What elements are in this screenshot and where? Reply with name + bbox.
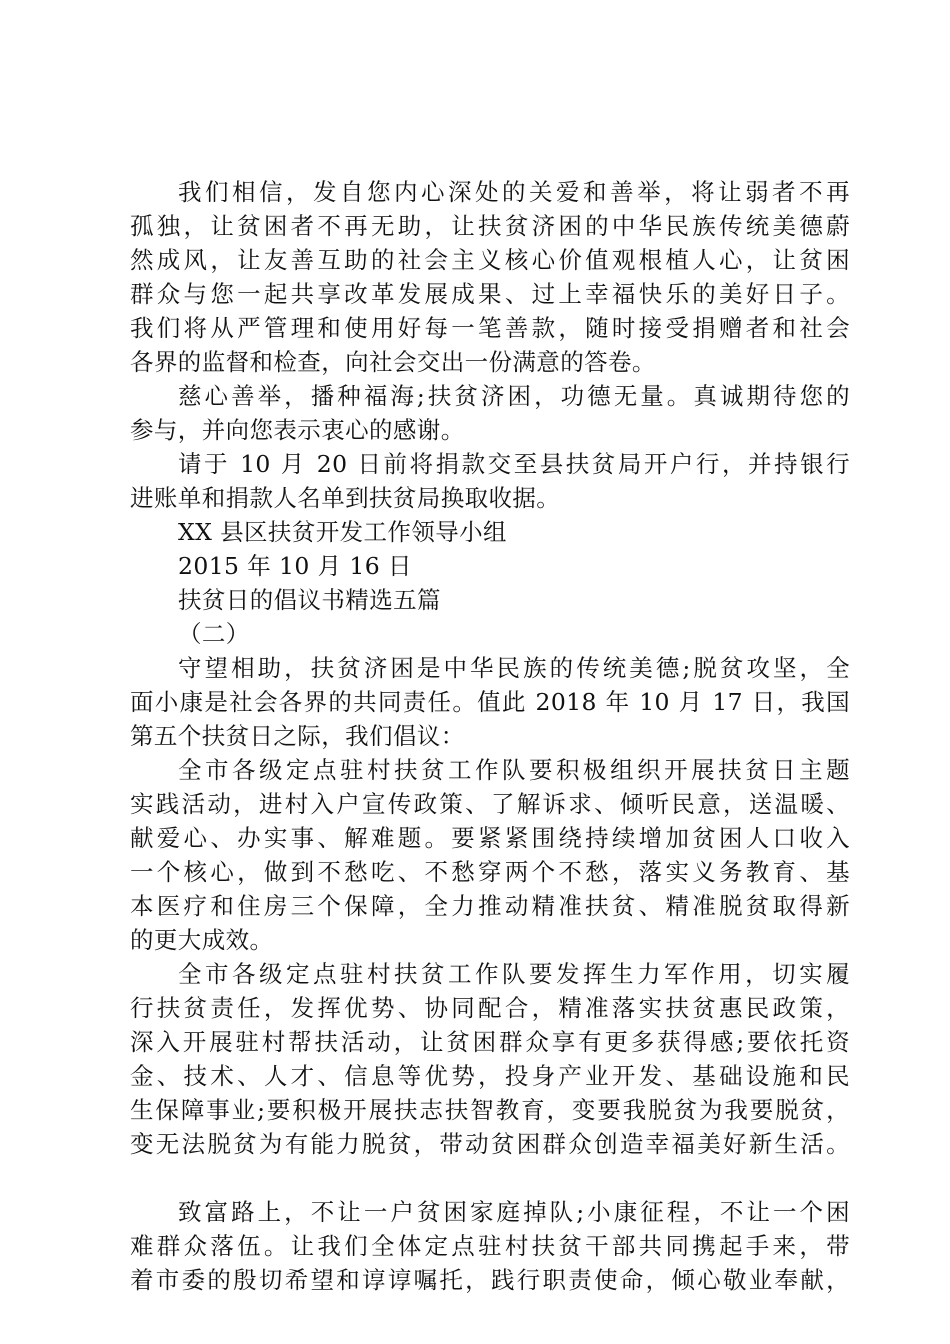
text-line: 面小康是社会各界的共同责任。值此 2018 年 10 月 17 日，我国 [130,688,850,716]
text-line: 全市各级定点驻村扶贫工作队要积极组织开展扶贫日主题 [178,756,850,784]
text-line: 实践活动，进村入户宣传政策、了解诉求、倾听民意，送温暖、 [130,790,850,818]
signature-organization: XX 县区扶贫开发工作领导小组 [178,518,507,546]
text-line: 行扶贫责任，发挥优势、协同配合，精准落实扶贫惠民政策， [130,994,850,1022]
text-line: 献爱心、办实事、解难题。要紧紧围绕持续增加贫困人口收入 [130,824,850,852]
text-line: 变无法脱贫为有能力脱贫，带动贫困群众创造幸福美好新生活。 [130,1130,850,1158]
text-line: 的更大成效。 [130,926,274,954]
text-line: 群众与您一起共享改革发展成果、过上幸福快乐的美好日子。 [130,280,850,308]
text-line: 难群众落伍。让我们全体定点驻村扶贫干部共同携起手来，带 [130,1232,850,1260]
signature-date: 2015 年 10 月 16 日 [178,552,412,580]
text-line: 本医疗和住房三个保障，全力推动精准扶贫、精准脱贫取得新 [130,892,850,920]
text-line: 慈心善举，播种福海;扶贫济困，功德无量。真诚期待您的 [178,382,850,410]
text-line: 生保障事业;要积极开展扶志扶智教育，变要我脱贫为我要脱贫， [130,1096,850,1124]
section-number: （二） [178,620,250,648]
text-line: 着市委的殷切希望和谆谆嘱托，践行职责使命，倾心敬业奉献， [130,1266,850,1294]
text-line: 各界的监督和检查，向社会交出一份满意的答卷。 [130,348,656,376]
text-line: 我们将从严管理和使用好每一笔善款，随时接受捐赠者和社会 [130,314,850,342]
text-line: 孤独，让贫困者不再无助，让扶贫济困的中华民族传统美德蔚 [130,212,850,240]
text-line: 一个核心，做到不愁吃、不愁穿两个不愁，落实义务教育、基 [130,858,850,886]
text-line: 请于 10 月 20 日前将捐款交至县扶贫局开户行，并持银行 [178,450,850,478]
text-line: 守望相助，扶贫济困是中华民族的传统美德;脱贫攻坚，全 [178,654,850,682]
text-line: 参与，并向您表示衷心的感谢。 [130,416,465,444]
text-line: 致富路上，不让一户贫困家庭掉队;小康征程，不让一个困 [178,1198,850,1226]
text-line: 全市各级定点驻村扶贫工作队要发挥生力军作用，切实履 [178,960,850,988]
text-line: 然成风，让友善互助的社会主义核心价值观根植人心，让贫困 [130,246,850,274]
text-line: 金、技术、人才、信息等优势，投身产业开发、基础设施和民 [130,1062,850,1090]
section-title: 扶贫日的倡议书精选五篇 [178,586,441,614]
text-line: 我们相信，发自您内心深处的关爱和善举，将让弱者不再 [178,178,850,206]
text-line: 进账单和捐款人名单到扶贫局换取收据。 [130,484,561,512]
text-line: 深入开展驻村帮扶活动，让贫困群众享有更多获得感;要依托资 [130,1028,850,1056]
text-line: 第五个扶贫日之际，我们倡议： [130,722,465,750]
